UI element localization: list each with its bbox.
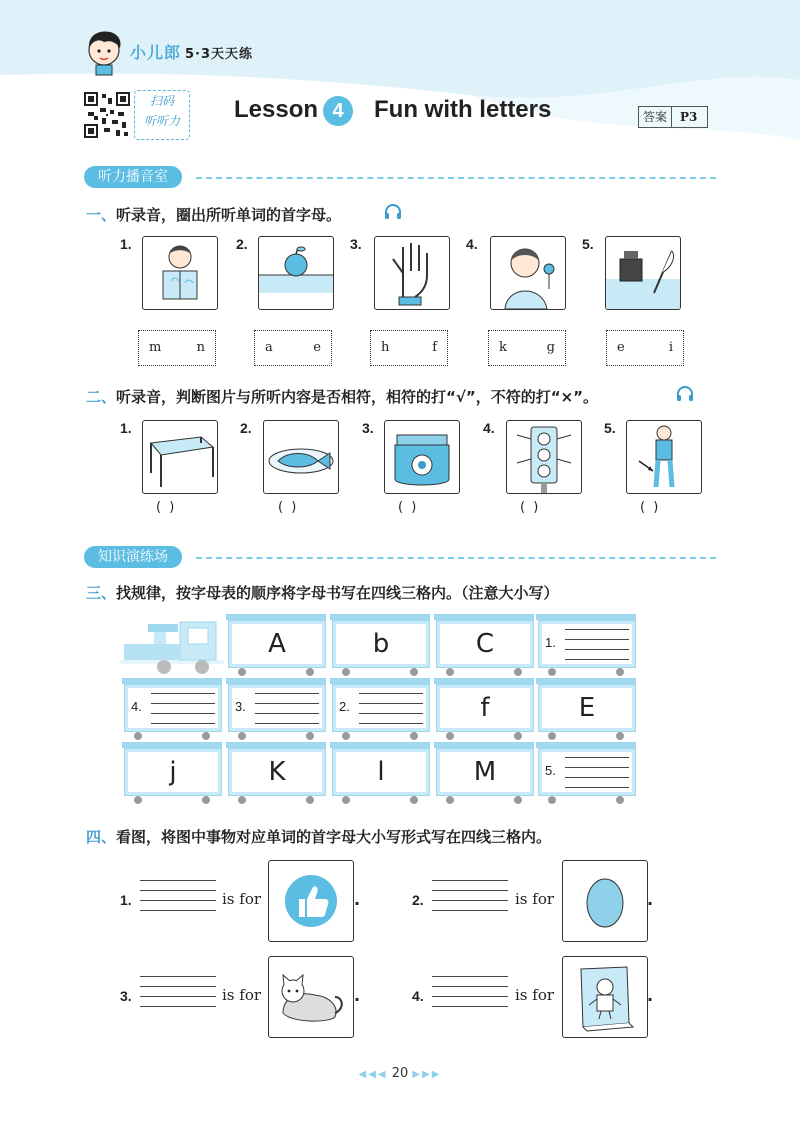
q1-instruction	[86, 204, 341, 225]
q2-answer-blank[interactable]: ( )	[640, 500, 661, 515]
scan-listen-label[interactable]	[134, 90, 190, 140]
brand-name: 小儿郎	[130, 43, 182, 62]
train-car	[124, 748, 222, 796]
wheel	[616, 796, 624, 804]
wheel	[342, 668, 350, 676]
q4-instruction	[86, 826, 551, 847]
wheel	[238, 732, 246, 740]
train-car-blank[interactable]	[228, 684, 326, 732]
q2-picture-boy-leg	[626, 420, 702, 494]
train-car-blank[interactable]	[538, 620, 636, 668]
wheel	[134, 732, 142, 740]
qr-code-icon[interactable]	[84, 92, 130, 138]
q1-letter-box[interactable]	[138, 330, 216, 366]
q2-answer-blank[interactable]: ( )	[278, 500, 299, 515]
q2-picture-traffic-light	[506, 420, 582, 494]
wheel	[514, 796, 522, 804]
letter-option[interactable]: i	[668, 340, 673, 355]
q2-prefix: 二、	[86, 388, 117, 406]
left-arrows-icon: ◀◀◀	[358, 1069, 388, 1080]
four-line-grid[interactable]	[140, 976, 216, 1006]
page-footer	[340, 1066, 460, 1081]
train-car	[332, 620, 430, 668]
four-line-grid[interactable]	[565, 757, 629, 787]
train-car	[436, 620, 534, 668]
answer-reference	[638, 106, 708, 128]
q2-item-number: 4.	[483, 420, 495, 436]
given-letter: C	[475, 629, 495, 659]
letter-option[interactable]: e	[617, 340, 625, 355]
q4-item-number: 4.	[412, 988, 424, 1004]
train-car-blank[interactable]	[124, 684, 222, 732]
q2-instruction	[86, 386, 598, 407]
sentence-period: .	[647, 890, 654, 909]
train-car-blank[interactable]	[538, 748, 636, 796]
blank-number: 5.	[545, 763, 556, 778]
q1-item-number: 1.	[120, 236, 132, 252]
sentence-period: .	[354, 986, 361, 1005]
q4-picture-cat	[268, 956, 354, 1038]
q1-letter-box[interactable]	[488, 330, 566, 366]
letter-option[interactable]: n	[196, 340, 205, 355]
wheel	[548, 668, 556, 676]
train-car	[228, 620, 326, 668]
q1-item-number: 3.	[350, 236, 362, 252]
scan-label-line1: 扫码	[149, 94, 174, 108]
q4-picture-thumbs-up	[268, 860, 354, 942]
scan-label-line2: 听听力	[143, 114, 180, 128]
train-car-blank[interactable]	[332, 684, 430, 732]
wheel	[446, 668, 454, 676]
wheel	[514, 668, 522, 676]
given-letter: b	[372, 629, 390, 659]
blank-number: 3.	[235, 699, 246, 714]
wheel	[548, 796, 556, 804]
answer-page: P3	[671, 107, 701, 127]
given-letter: j	[169, 757, 177, 787]
q4-item-number: 2.	[412, 892, 424, 908]
q1-item-number: 2.	[236, 236, 248, 252]
q1-picture-boy-lollipop	[490, 236, 566, 310]
four-line-grid[interactable]	[359, 693, 423, 723]
wheel	[238, 796, 246, 804]
q4-prefix: 四、	[86, 828, 117, 846]
q4-item-number: 1.	[120, 892, 132, 908]
sentence-period: .	[354, 890, 361, 909]
q4-item-number: 3.	[120, 988, 132, 1004]
lesson-word: Lesson	[234, 96, 319, 123]
mascot-boy-icon	[80, 26, 128, 76]
wheel	[410, 796, 418, 804]
section-divider	[196, 557, 716, 559]
train-engine-icon	[120, 614, 224, 676]
is-for-label: is for	[515, 890, 555, 908]
headphones-icon[interactable]	[384, 204, 402, 220]
train-car	[436, 684, 534, 732]
right-arrows-icon: ▶▶▶	[412, 1069, 442, 1080]
section-practice-pill: 知识演练场	[84, 546, 182, 568]
blank-number: 1.	[545, 635, 556, 650]
q2-item-number: 1.	[120, 420, 132, 436]
blank-number: 2.	[339, 699, 350, 714]
given-letter: M	[473, 757, 497, 787]
letter-option[interactable]: g	[546, 340, 555, 355]
letter-option[interactable]: h	[381, 340, 390, 355]
train-car	[228, 748, 326, 796]
letter-option[interactable]: f	[432, 340, 437, 355]
blank-number: 4.	[131, 699, 142, 714]
lesson-name: Fun with letters	[374, 96, 552, 123]
letter-option[interactable]: a	[265, 340, 273, 355]
answer-label: 答案	[643, 110, 668, 124]
wheel	[616, 732, 624, 740]
q2-answer-blank[interactable]: ( )	[398, 500, 419, 515]
four-line-grid[interactable]	[255, 693, 319, 723]
wheel	[306, 796, 314, 804]
q3-instruction	[86, 582, 559, 603]
q4-text: 看图，将图中事物对应单词的首字母大小写形式写在四线三格内。	[116, 828, 552, 846]
given-letter: K	[268, 757, 286, 787]
wheel	[548, 732, 556, 740]
wheel	[342, 796, 350, 804]
headphones-icon[interactable]	[676, 386, 694, 402]
train-car	[436, 748, 534, 796]
train-car	[538, 684, 636, 732]
wheel	[446, 796, 454, 804]
q1-letter-box[interactable]	[606, 330, 684, 366]
q1-item-number: 5.	[582, 236, 594, 252]
q1-prefix: 一、	[86, 206, 117, 224]
sentence-period: .	[647, 986, 654, 1005]
wheel	[342, 732, 350, 740]
wheel	[514, 732, 522, 740]
section-divider	[196, 177, 716, 179]
q2-item-number: 3.	[362, 420, 374, 436]
q4-picture-astronaut-book	[562, 956, 648, 1038]
wheel	[410, 668, 418, 676]
wheel	[306, 732, 314, 740]
four-line-grid[interactable]	[565, 629, 629, 659]
wheel	[202, 796, 210, 804]
q4-picture-egg	[562, 860, 648, 942]
q2-picture-jam	[384, 420, 460, 494]
letter-option[interactable]: k	[499, 340, 507, 355]
letter-option[interactable]: m	[149, 340, 162, 355]
q1-letter-box[interactable]	[370, 330, 448, 366]
q2-answer-blank[interactable]: ( )	[156, 500, 177, 515]
wheel	[616, 668, 624, 676]
train-car	[332, 748, 430, 796]
q1-text: 听录音，圈出所听单词的首字母。	[116, 206, 342, 224]
q3-prefix: 三、	[86, 584, 117, 602]
q2-text: 听录音，判断图片与所听内容是否相符，相符的打“√”，不符的打“×”。	[116, 388, 599, 406]
page-number: 20	[391, 1066, 409, 1081]
brand-title	[130, 40, 253, 63]
is-for-label: is for	[515, 986, 555, 1004]
given-letter: A	[268, 629, 286, 659]
lesson-number-badge: 4	[323, 96, 353, 126]
q1-picture-ink	[605, 236, 681, 310]
letter-option[interactable]: e	[313, 340, 321, 355]
is-for-label: is for	[222, 890, 262, 908]
q1-item-number: 4.	[466, 236, 478, 252]
wheel	[134, 796, 142, 804]
q1-picture-apple	[258, 236, 334, 310]
wheel	[410, 732, 418, 740]
q1-letter-box[interactable]	[254, 330, 332, 366]
wheel	[306, 668, 314, 676]
q2-answer-blank[interactable]: ( )	[520, 500, 541, 515]
section-listening-pill: 听力播音室	[84, 166, 182, 188]
q1-picture-hand	[374, 236, 450, 310]
four-line-grid[interactable]	[151, 693, 215, 723]
wheel	[238, 668, 246, 676]
is-for-label: is for	[222, 986, 262, 1004]
given-letter: E	[578, 693, 596, 723]
four-line-grid[interactable]	[140, 880, 216, 910]
q2-picture-desk	[142, 420, 218, 494]
given-letter: l	[377, 757, 385, 787]
q2-picture-fish	[263, 420, 339, 494]
four-line-grid[interactable]	[432, 976, 508, 1006]
four-line-grid[interactable]	[432, 880, 508, 910]
q1-picture-boy-reading	[142, 236, 218, 310]
q3-text: 找规律，按字母表的顺序将字母书写在四线三格内。（注意大小写）	[116, 584, 559, 602]
q2-item-number: 2.	[240, 420, 252, 436]
wheel	[446, 732, 454, 740]
given-letter: f	[480, 693, 490, 723]
q2-item-number: 5.	[604, 420, 616, 436]
wheel	[202, 732, 210, 740]
series-name: 5·3天天练	[185, 47, 254, 62]
